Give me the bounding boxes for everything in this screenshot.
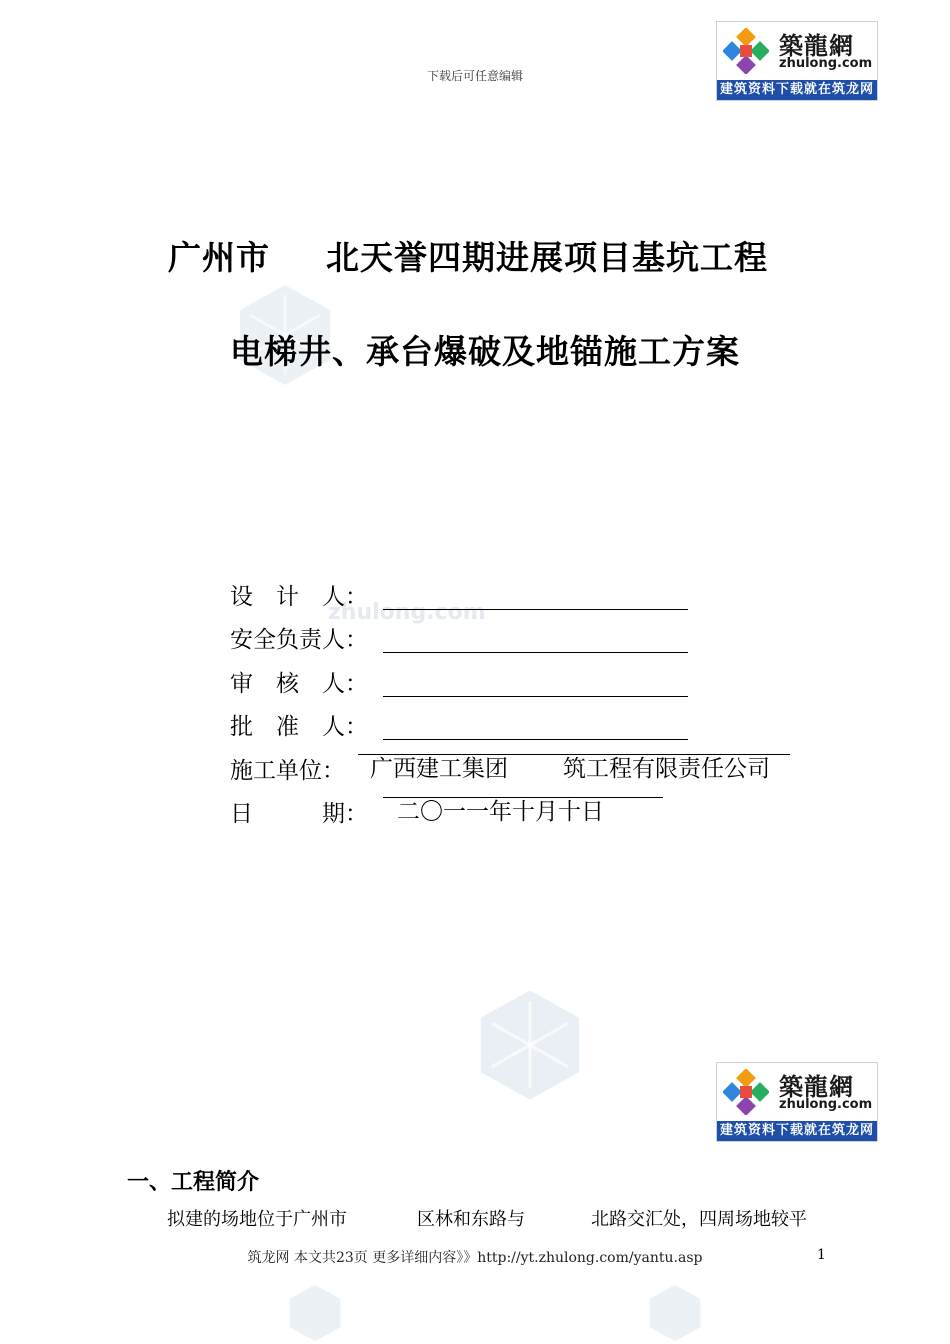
signature-blank-line (383, 652, 688, 653)
signature-label: 审 核 人： (230, 671, 368, 697)
logo-name: 築龍網 (779, 1072, 854, 1101)
header-note: 下载后可任意编辑 (426, 69, 523, 83)
section-body-line (167, 1205, 807, 1231)
date-label: 日 期： (230, 801, 368, 827)
watermark-snowflake-icon (470, 985, 590, 1105)
title-plan: 电梯井、承台爆破及地锚施工方案 (230, 332, 740, 371)
logo-name: 築龍網 (779, 31, 854, 60)
signature-blank-line (383, 739, 688, 740)
logo-domain: zhulong.com (779, 1097, 873, 1112)
date-text: 二〇一一年十月十日 (397, 799, 604, 825)
construction-unit-part1: 广西建工集团 (370, 756, 508, 782)
signature-label: 批 准 人： (230, 714, 368, 740)
logo-tagline: 建筑资料下载就在筑龙网 (717, 1121, 877, 1141)
section-heading: 一、工程简介 (127, 1170, 260, 1195)
body-text-part2: 区林和东路与 (417, 1209, 525, 1230)
logo-mark-icon (723, 28, 769, 74)
zhulong-logo (716, 21, 878, 101)
signature-blank-line (383, 609, 688, 610)
page-number: 1 (817, 1247, 826, 1263)
title-project: 北天誉四期进展项目基坑工程 (326, 238, 768, 277)
signature-label: 安全负责人： (230, 627, 368, 653)
construction-unit-value (358, 754, 790, 782)
body-text-part1: 拟建的场地位于广州市 (167, 1209, 347, 1230)
logo-tagline: 建筑资料下载就在筑龙网 (717, 80, 877, 100)
body-text-part3: 北路交汇处，四周场地较平 (591, 1209, 807, 1230)
date-value (383, 797, 663, 825)
page-footer: 筑龙网 本文共23页 更多详细内容》》http://yt.zhulong.com/yantu.asp (247, 1250, 703, 1266)
construction-unit-part2: 筑工程有限责任公司 (563, 756, 770, 782)
signature-label: 设 计 人： (230, 584, 368, 610)
construction-unit-label: 施工单位： (230, 758, 345, 784)
logo-domain: zhulong.com (779, 56, 873, 71)
watermark-snowflake-icon (640, 1282, 710, 1344)
signature-blank-line (383, 696, 688, 697)
zhulong-logo (716, 1062, 878, 1142)
title-city: 广州市 (168, 238, 270, 277)
watermark-snowflake-icon (280, 1282, 350, 1344)
watermark-text: zhulong.com (328, 600, 486, 625)
logo-mark-icon (723, 1069, 769, 1115)
